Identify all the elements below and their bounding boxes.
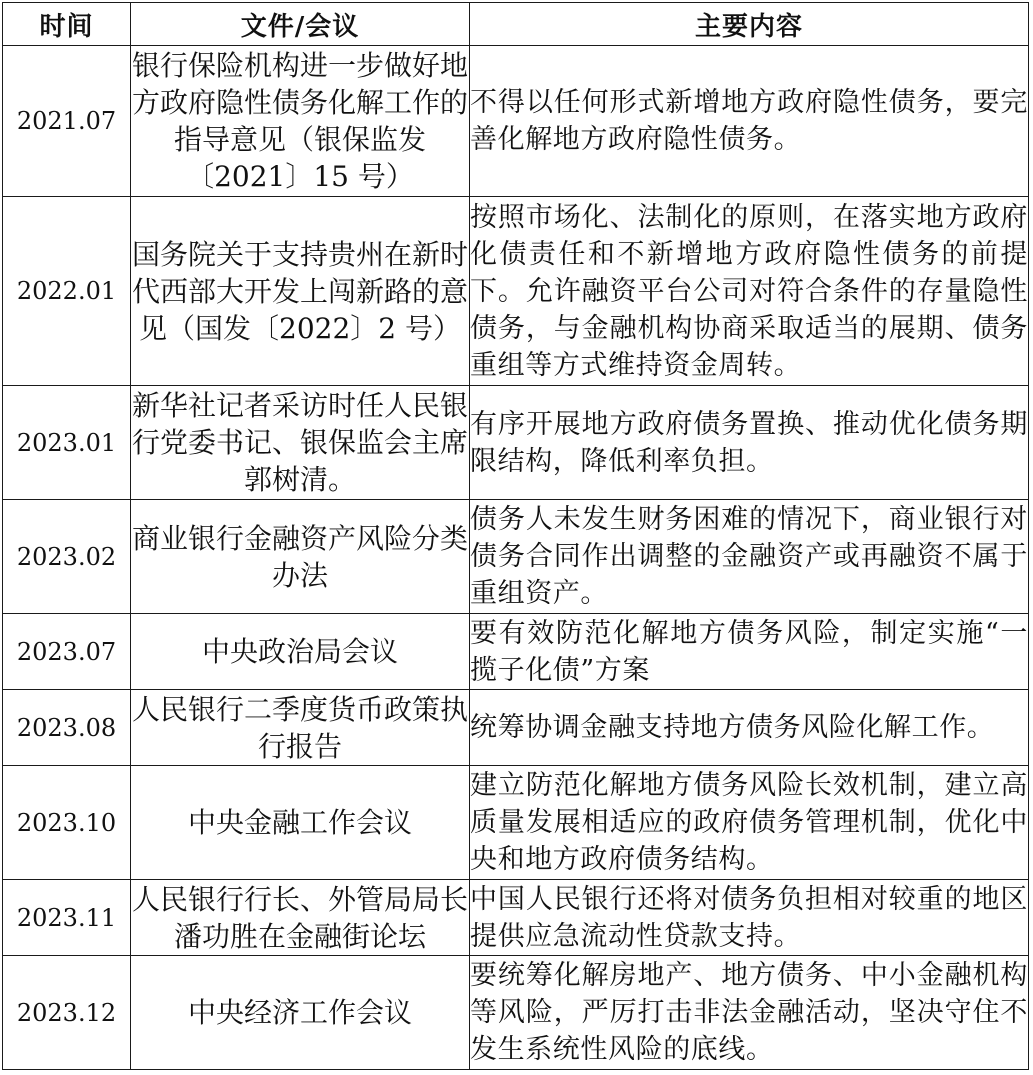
table-row [3, 614, 1029, 690]
table-row [3, 766, 1029, 880]
cell-time: 2023.12 [3, 956, 131, 1070]
cell-document: 中央金融工作会议 [131, 766, 470, 880]
cell-content: 建立防范化解地方债务风险长效机制，建立高质量发展相适应的政府债务管理机制，优化中央和地方政府债务结构。 [470, 766, 1029, 880]
header-time: 时间 [3, 3, 131, 46]
table-row [3, 197, 1029, 386]
cell-document: 人民银行行长、外管局局长潘功胜在金融街论坛 [131, 880, 470, 956]
cell-time: 2022.01 [3, 197, 131, 386]
cell-content: 按照市场化、法制化的原则，在落实地方政府化债责任和不新增地方政府隐性债务的前提下。允许融资平台公司对符合条件的存量隐性债务，与金融机构协商采取适当的展期、债务重组等方式维持资金周转。 [470, 197, 1029, 386]
table-row [3, 500, 1029, 614]
cell-content: 债务人未发生财务困难的情况下，商业银行对债务合同作出调整的金融资产或再融资不属于重组资产。 [470, 500, 1029, 614]
cell-document: 商业银行金融资产风险分类办法 [131, 500, 470, 614]
cell-time: 2021.07 [3, 46, 131, 197]
table-row [3, 386, 1029, 500]
cell-content: 不得以任何形式新增地方政府隐性债务，要完善化解地方政府隐性债务。 [470, 46, 1029, 197]
header-content: 主要内容 [470, 3, 1029, 46]
cell-content: 统筹协调金融支持地方债务风险化解工作。 [470, 690, 1029, 766]
cell-time: 2023.07 [3, 614, 131, 690]
header-document: 文件/会议 [131, 3, 470, 46]
cell-document: 银行保险机构进一步做好地方政府隐性债务化解工作的指导意见（银保监发〔2021〕15 号） [131, 46, 470, 197]
cell-time: 2023.10 [3, 766, 131, 880]
policy-table [2, 2, 1029, 1070]
cell-content: 要有效防范化解地方债务风险，制定实施“一揽子化债”方案 [470, 614, 1029, 690]
table-row [3, 46, 1029, 197]
cell-content: 要统筹化解房地产、地方债务、中小金融机构等风险，严厉打击非法金融活动，坚决守住不发生系统性风险的底线。 [470, 956, 1029, 1070]
cell-time: 2023.02 [3, 500, 131, 614]
cell-document: 国务院关于支持贵州在新时代西部大开发上闯新路的意见（国发〔2022〕2 号） [131, 197, 470, 386]
cell-document: 人民银行二季度货币政策执行报告 [131, 690, 470, 766]
cell-time: 2023.11 [3, 880, 131, 956]
cell-document: 中央政治局会议 [131, 614, 470, 690]
cell-content: 有序开展地方政府债务置换、推动优化债务期限结构，降低利率负担。 [470, 386, 1029, 500]
header-row [3, 3, 1029, 46]
table-row [3, 880, 1029, 956]
cell-time: 2023.08 [3, 690, 131, 766]
table-row [3, 956, 1029, 1070]
cell-document: 中央经济工作会议 [131, 956, 470, 1070]
cell-time: 2023.01 [3, 386, 131, 500]
table-row [3, 690, 1029, 766]
cell-document: 新华社记者采访时任人民银行党委书记、银保监会主席郭树清。 [131, 386, 470, 500]
cell-content: 中国人民银行还将对债务负担相对较重的地区提供应急流动性贷款支持。 [470, 880, 1029, 956]
